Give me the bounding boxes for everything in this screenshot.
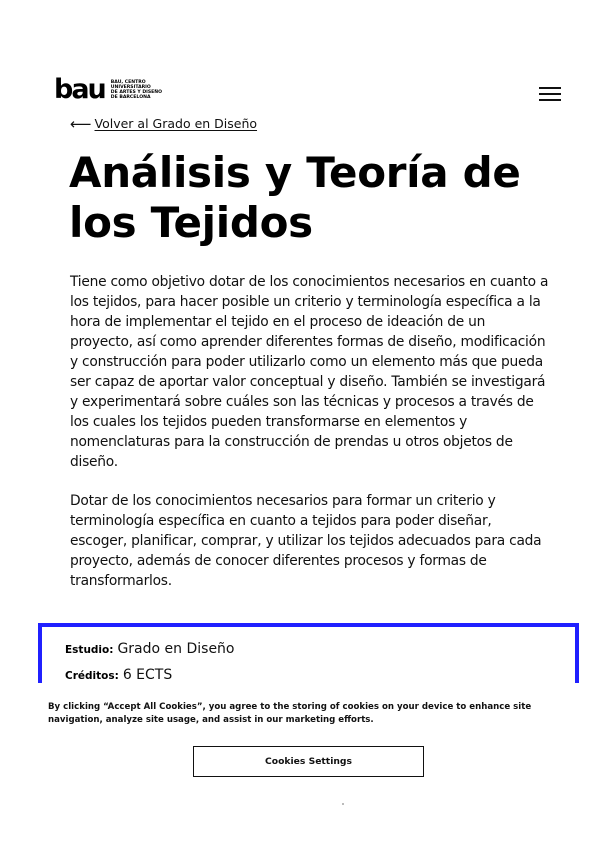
site-header <box>54 74 564 110</box>
cookie-banner <box>0 683 599 848</box>
logo-line: BAU, CENTRO <box>110 79 146 85</box>
description-paragraph-2: Dotar de los conocimientos necesarios para formar un criterio y terminología específica en cuanto a tejidos para poder diseñar, escoger, planificar, comprar, y utilizar los tejidos adecuados para cada proyecto, además de conocer diferentes procesos y formas de transformarlos. <box>70 493 542 589</box>
course-info-box <box>38 623 579 683</box>
menu-bar <box>539 99 561 101</box>
cookies-settings-button[interactable]: Cookies Settings <box>193 746 424 777</box>
logo-line: UNIVERSITARIO <box>110 84 151 90</box>
logo-text <box>111 80 162 101</box>
bau-logo[interactable] <box>54 74 163 105</box>
hamburger-icon[interactable] <box>539 87 561 103</box>
estudio-value: Grado en Diseño <box>117 641 235 657</box>
cookie-consent-text: By clicking “Accept All Cookies”, you agree to the storing of cookies on your device to enhance site navigation, analyze site usage, and assist in our marketing efforts. <box>48 702 532 725</box>
creditos-value: 6 ECTS <box>122 667 173 683</box>
logo-line: DE ARTES Y DISEÑO <box>110 90 163 95</box>
arrow-left-icon: ⟵ <box>70 114 92 133</box>
logo-mark: bau <box>54 74 105 105</box>
estudio-row <box>65 641 575 667</box>
divider-dot <box>342 803 344 805</box>
menu-bar <box>539 87 561 89</box>
page-title-line-2: los Tejidos <box>69 198 313 247</box>
creditos-row <box>65 667 575 683</box>
page-title-line-1: Análisis y Teoría de <box>69 148 521 197</box>
back-link-label: Volver al Grado en Diseño <box>94 116 258 131</box>
course-description <box>70 272 550 591</box>
back-link[interactable] <box>70 116 257 131</box>
description-paragraph-1: Tiene como objetivo dotar de los conocimientos necesarios en cuanto a los tejidos, para hacer posible un criterio y terminología específica a la hora de implementar el tejido en el proceso de ideación de un proyecto, así como aprender diferentes formas de diseño, modificación y construcción para poder utilizarlo como un elemento más que pueda ser capaz de aportar valor conceptual y diseño. También se investigará y experimentará sobre cuáles son las técnicas y procesos a través de los cuales los tejidos pueden transformarse en elementos y nomenclaturas para la construcción de prendas u otros objetos de diseño. <box>70 274 549 470</box>
page-title <box>69 148 559 248</box>
menu-bar <box>539 93 561 95</box>
estudio-label: Estudio: <box>65 644 114 656</box>
creditos-label: Créditos: <box>65 670 119 682</box>
logo-line: DE BARCELONA <box>110 95 151 101</box>
